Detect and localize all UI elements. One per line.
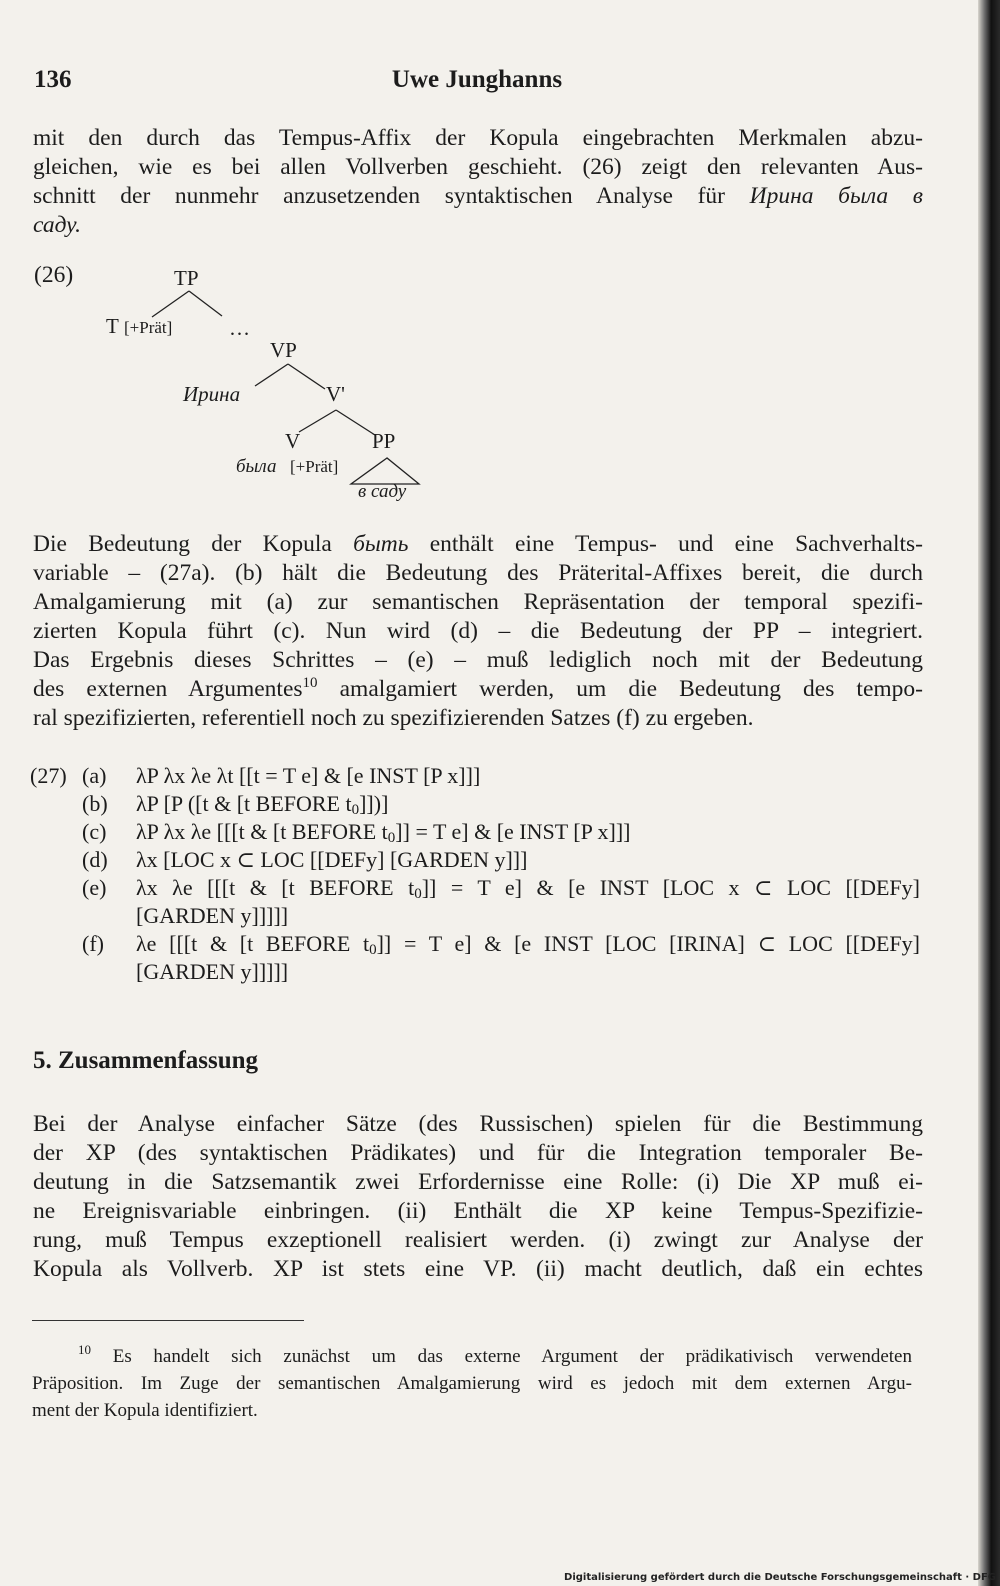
formula-label: (c) (82, 819, 107, 844)
formula-e (30, 874, 920, 902)
text-line: schnitt der nunmehr anzusetzenden syntaktischen Analyse für Ирина была в (33, 183, 924, 209)
section-heading: 5. Zusammenfassung (33, 1047, 259, 1074)
formula-f (30, 930, 920, 958)
formula-label: (f) (82, 931, 104, 956)
node-vbar: V' (326, 382, 345, 406)
formula-a (30, 762, 920, 790)
footnote-ref: 10 (302, 675, 318, 691)
node-v: V (285, 429, 301, 453)
formula-text: λe [[[t & [t BEFORE $t_0]] = T$ e] & [e INST [LOC [IRINA] ⊂ LOC [[DEFy] (136, 931, 920, 958)
formula-text: [GARDEN y]]]]] (136, 959, 289, 984)
text-line: ne Ereignisvariable einbringen. (ii) Enthält die XP keine Tempus-Spezifizie- (33, 1198, 923, 1224)
text-line: des externen Argumentes$^{10}$ amalgamiert werden, um die Bedeutung des tempo- (33, 675, 923, 702)
example-27 (30, 762, 920, 986)
formula-label: (b) (82, 791, 108, 816)
branch-tp-dots (189, 291, 222, 316)
text-line: rung, muß Tempus exzeptionell realisiert werden. (i) zwingt zur Analyse der (33, 1227, 923, 1253)
paragraph-intro (33, 124, 923, 240)
russian-example: Ирина была в (749, 183, 924, 209)
node-t: T (106, 314, 119, 338)
text-line: Amalgamierung mit (a) zur semantischen Repräsentation der temporal spezifi- (33, 589, 923, 615)
footnote-number: 10 (78, 1342, 91, 1357)
digitization-credit: Digitalisierung gefördert durch die Deutsche Forschungsgemeinschaft · DFG (564, 1572, 996, 1583)
paragraph-semantics (33, 530, 923, 733)
text-line: zierten Kopula führt (c). Nun wird (d) – die Bedeutung der PP – integriert. (33, 618, 923, 644)
branch-vp-irina (255, 364, 288, 386)
text-line (33, 211, 923, 240)
branch-vbar-v (299, 410, 336, 432)
footnote-rule (32, 1320, 304, 1321)
russian-word: быть (353, 531, 409, 557)
paragraph-summary (33, 1110, 923, 1284)
formula-text: λP [P ([t & [t BEFORE $t_0$]])] (136, 791, 389, 818)
branch-tp-t (152, 291, 189, 317)
formula-text: λx λe [[[t & [t BEFORE $t_0]] = T$ e] & [e INST [LOC x ⊂ LOC [[DEFy] (136, 875, 920, 902)
node-byla: была (236, 456, 277, 477)
node-tp: TP (174, 266, 199, 290)
formula-d (30, 846, 920, 874)
formula-text: λP λx λe [[[t & [t BEFORE $t_0]] = T$ e] & [e INST [P x]]] (136, 819, 631, 846)
node-vp: VP (270, 338, 297, 362)
formula-text: λx [LOC x ⊂ LOC [[DEFy] [GARDEN y]]] (136, 847, 528, 872)
node-dots: … (229, 316, 250, 340)
formula-text: λP λx λe λt [[t = T e] & [e INST [P x]]] (136, 763, 481, 788)
page-number: 136 (34, 66, 72, 93)
formula-text: [GARDEN y]]]]] (136, 903, 289, 928)
example-26-label: (26) (34, 262, 74, 288)
russian-example: саду. (33, 212, 81, 238)
formula-label: (a) (82, 763, 107, 788)
feature-prat: [+Prät] (290, 457, 339, 476)
text-line: Kopula als Vollverb. XP ist stets eine VP. (ii) macht deutlich, daß ein echtes (33, 1256, 923, 1282)
footnote-line: Präposition. Im Zuge der semantischen Amalgamierung wird es jedoch mit dem externen Argu- (32, 1373, 912, 1394)
feature-prat: [+Prät] (124, 318, 173, 337)
text-line: Das Ergebnis dieses Schrittes – (e) – muß lediglich noch mit der Bedeutung (33, 647, 923, 673)
page-header (34, 66, 920, 100)
footnote (32, 1343, 912, 1424)
text-line: gleichen, wie es bei allen Vollverben geschieht. (26) zeigt den relevanten Aus- (33, 154, 923, 180)
node-v-sadu: в саду (358, 481, 407, 502)
footnote-line: $^{10}$ Es handelt sich zunächst um das externe Argument der prädikativisch verwendeten (78, 1342, 912, 1367)
text-line: variable – (27a). (b) hält die Bedeutung des Präterital-Affixes bereit, die durch (33, 560, 923, 586)
text-line: Bei der Analyse einfacher Sätze (des Russischen) spielen für die Bestimmung (33, 1111, 923, 1137)
formula-f-cont (30, 958, 920, 986)
formula-b (30, 790, 920, 818)
footnote-line: ment der Kopula identifiziert. (32, 1400, 258, 1421)
example-27-label: (27) (30, 763, 67, 788)
branch-vbar-pp (336, 410, 375, 435)
book-gutter-shadow (978, 0, 1000, 1586)
branch-vp-vbar (288, 364, 325, 389)
formula-e-cont (30, 902, 920, 930)
pp-triangle (351, 458, 419, 484)
formula-label: (e) (82, 875, 107, 900)
formula-c (30, 818, 920, 846)
text-line: der XP (des syntaktischen Prädikates) und für die Integration temporaler Be- (33, 1140, 923, 1166)
node-irina: Ирина (183, 382, 241, 406)
text-line: Die Bedeutung der Kopula быть enthält eine Tempus- und eine Sachverhalts- (33, 531, 923, 557)
formula-label: (d) (82, 847, 108, 872)
text-line: deutung in die Satzsemantik zwei Erfordernisse eine Rolle: (i) Die XP muß ei- (33, 1169, 923, 1195)
text-line: mit den durch das Tempus-Affix der Kopula eingebrachten Merkmalen abzu- (33, 125, 923, 151)
running-head: Uwe Junghanns (391, 66, 563, 93)
tree-branches (152, 291, 419, 484)
node-pp: PP (372, 429, 396, 453)
text-line: ral spezifizierten, referentiell noch zu spezifizierenden Satzes (f) zu ergeben. (33, 705, 754, 731)
